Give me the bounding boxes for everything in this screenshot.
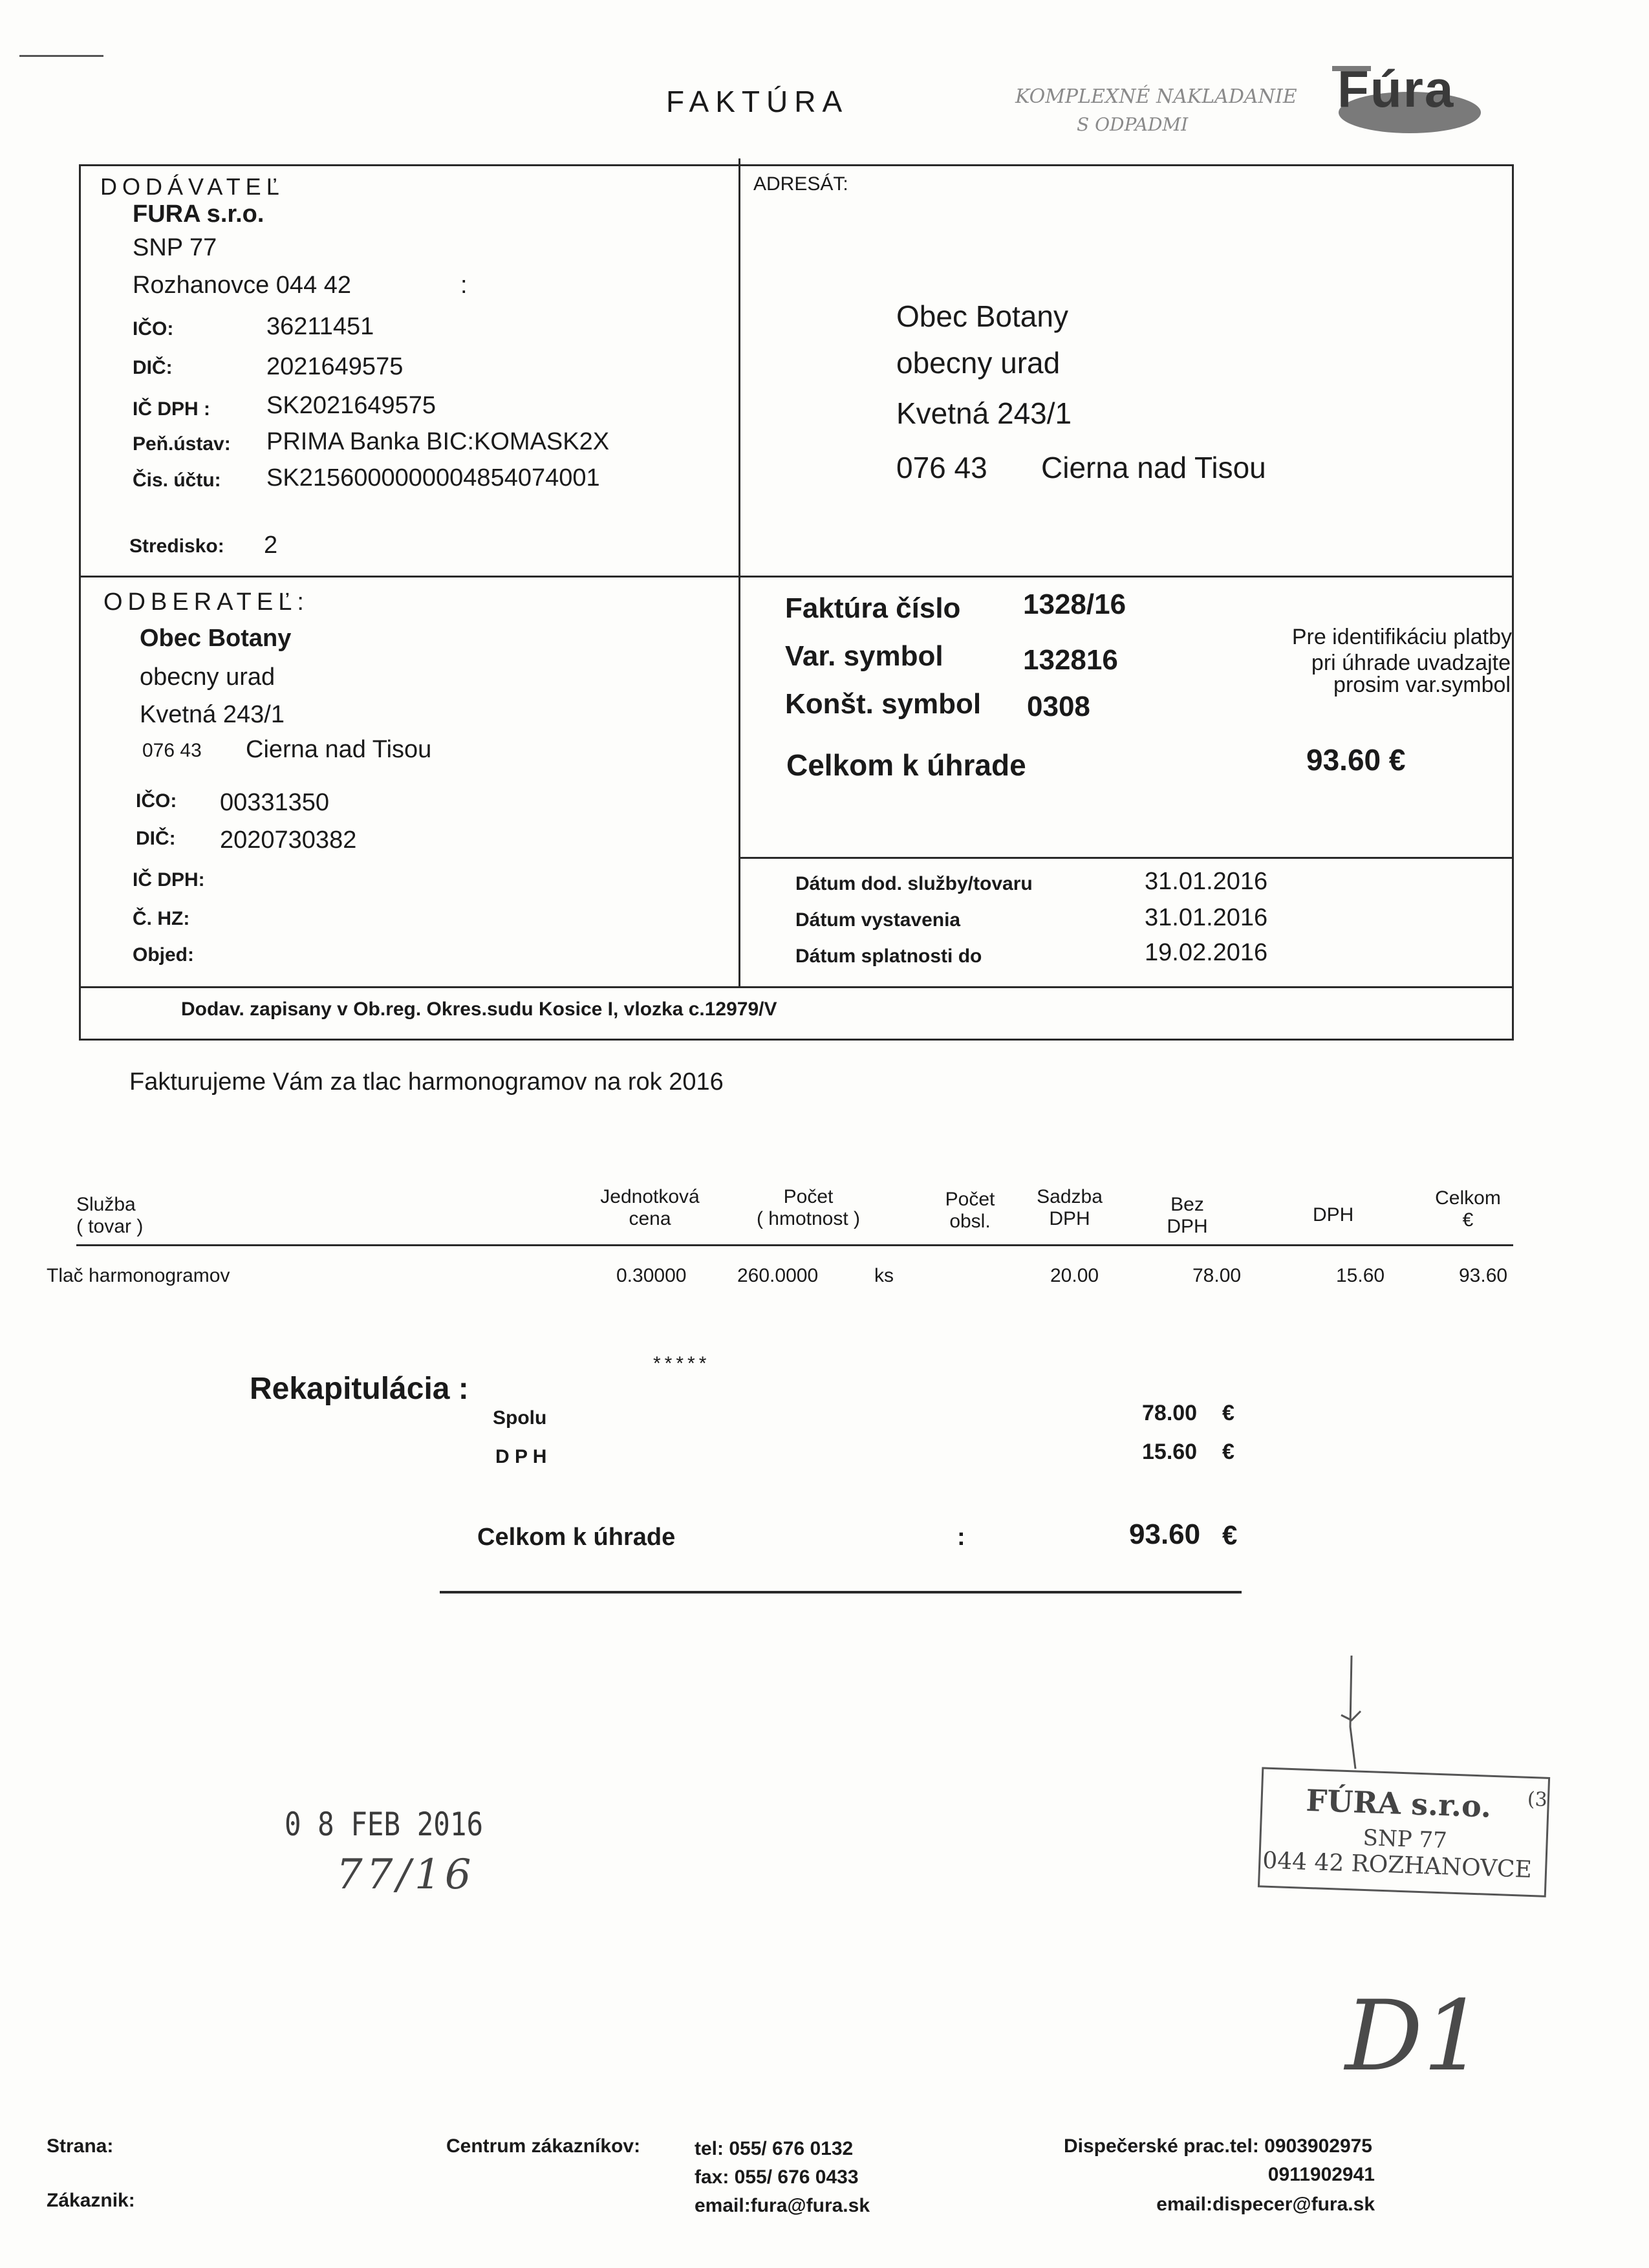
delivery-date: 31.01.2016 (1145, 868, 1268, 895)
stamp-name: FÚRA s.r.o. (1305, 1782, 1492, 1824)
footer-strana-label: Strana: (47, 2135, 114, 2157)
col-rate-header-line1: Sadzba (1037, 1186, 1103, 1207)
supplier-ico: 36211451 (266, 313, 374, 340)
col-total-header-line2: € (1462, 1209, 1474, 1231)
footer-center-label: Centrum zákazníkov: (446, 2135, 641, 2157)
col-obsl-header-line1: Počet (945, 1189, 995, 1210)
recap-dph-label: D P H (495, 1446, 547, 1467)
konst-symbol: 0308 (1027, 691, 1090, 722)
supplier-ico-label: IČO: (133, 318, 174, 340)
handwritten-arrow-icon (1332, 1656, 1371, 1772)
invoice-intro: Fakturujeme Vám za tlac harmonogramov na rok 2016 (129, 1068, 724, 1096)
supplier-name: FURA s.r.o. (133, 200, 264, 228)
supplier-dic-label: DIČ: (133, 357, 173, 378)
addressee-zip: 076 43 (896, 451, 987, 484)
customer-hz-label: Č. HZ: (133, 908, 190, 929)
recap-dph-currency: € (1222, 1440, 1234, 1464)
customer-dic-label: DIČ: (136, 828, 176, 849)
recap-total-label: Celkom k úhrade (477, 1524, 676, 1551)
header-total-label: Celkom k úhrade (786, 748, 1026, 782)
customer-zip: 076 43 (142, 740, 202, 761)
addressee-line3: Kvetná 243/1 (896, 396, 1072, 430)
recap-spolu-amount: 78.00 (1142, 1401, 1198, 1425)
footer-email: email:fura@fura.sk (695, 2195, 870, 2216)
row-rate: 20.00 (1050, 1265, 1099, 1286)
payment-note-line1: Pre identifikáciu platby (1291, 625, 1512, 649)
recap-total-underline (440, 1591, 1242, 1593)
recap-total-colon: : (957, 1524, 965, 1551)
box-right-border (1512, 164, 1514, 1041)
supplier-dic: 2021649575 (266, 353, 404, 380)
col-qty-header-line1: Počet (783, 1186, 834, 1207)
col-net-header (1148, 1194, 1226, 1238)
addressee-line2: obecny urad (896, 346, 1061, 380)
customer-icdph-label: IČ DPH: (133, 869, 205, 891)
col-total-header-line1: Celkom (1435, 1187, 1501, 1209)
row-total: 93.60 (1459, 1265, 1508, 1286)
payment-note-line2: pri úhrade uvadzajte (1311, 651, 1511, 675)
logo-slogan-line2: S ODPADMI (1077, 114, 1189, 135)
stredisko-value: 2 (264, 532, 278, 559)
row-service: Tlač harmonogramov (47, 1265, 230, 1286)
customer-line2: obecny urad (140, 664, 275, 691)
logo-text: Fúra (1337, 60, 1455, 118)
footer-tel: tel: 055/ 676 0132 (695, 2138, 854, 2159)
invoice-number: 1328/16 (1023, 589, 1126, 620)
customer-street: Kvetná 243/1 (140, 701, 285, 728)
box-middle-border (79, 576, 1513, 578)
col-net-header-line1: Bez (1170, 1194, 1204, 1215)
row-net: 78.00 (1192, 1265, 1242, 1286)
table-header-rule (76, 1244, 1513, 1246)
col-obsl-header (925, 1189, 1015, 1233)
customer-order-label: Objed: (133, 944, 194, 966)
customer-heading: ODBERATEĽ: (103, 589, 309, 616)
invoice-title: FAKTÚRA (666, 85, 849, 118)
col-service-header-line2: ( tovar ) (76, 1216, 144, 1237)
footer-fax: fax: 055/ 676 0433 (695, 2166, 859, 2188)
col-unit-price-header-line2: cena (629, 1208, 671, 1229)
col-unit-price-header-line1: Jednotková (600, 1186, 700, 1207)
row-vat: 15.60 (1336, 1265, 1385, 1286)
box-top-border (79, 164, 1513, 166)
registration-note: Dodav. zapisany v Ob.reg. Okres.sudu Kosice I, vlozka c.12979/V (181, 999, 777, 1020)
corner-dash (19, 55, 103, 57)
addressee-heading: ADRESÁT: (753, 173, 848, 195)
row-unit-price: 0.30000 (616, 1265, 687, 1286)
box-center-divider (738, 158, 740, 988)
stamp-city: 044 42 ROZHANOVCE (1262, 1847, 1533, 1884)
customer-name: Obec Botany (140, 625, 292, 652)
box-bottom-border (79, 1039, 1513, 1041)
supplier-heading: DODÁVATEĽ (100, 173, 285, 200)
var-symbol-label: Var. symbol (785, 640, 943, 672)
footer-dispatch-email: email:dispecer@fura.sk (1156, 2194, 1375, 2215)
supplier-colon: : (460, 272, 468, 299)
var-symbol: 132816 (1023, 644, 1118, 676)
supplier-city: Rozhanovce 044 42 (133, 272, 352, 299)
invoice-number-label: Faktúra číslo (785, 592, 961, 624)
col-service-header (76, 1194, 143, 1238)
customer-dic: 2020730382 (220, 826, 357, 854)
col-service-header-line1: Služba (76, 1194, 136, 1215)
recap-total-amount: 93.60 (1129, 1518, 1201, 1550)
supplier-icdph-label: IČ DPH : (133, 398, 210, 420)
customer-ico-label: IČO: (136, 790, 177, 812)
footer-dispatch-tel: Dispečerské prac.tel: 0903902975 (1063, 2135, 1372, 2157)
addressee-line1: Obec Botany (896, 299, 1068, 333)
box-dates-border (738, 857, 1513, 859)
delivery-date-label: Dátum dod. služby/tovaru (795, 873, 1033, 894)
col-unit-price-header (572, 1186, 727, 1230)
handwritten-initials: D1 (1345, 1980, 1485, 2093)
footer-dispatch-tel2: 0911902941 (1267, 2164, 1375, 2185)
customer-ico: 00331350 (220, 789, 330, 816)
stamp-street: SNP 77 (1362, 1824, 1448, 1854)
col-qty-header (744, 1186, 873, 1230)
col-net-header-line2: DPH (1167, 1216, 1208, 1237)
recap-total-currency: € (1222, 1520, 1238, 1550)
logo-slogan-line1: KOMPLEXNÉ NAKLADANIE (1015, 85, 1297, 108)
konst-symbol-label: Konšt. symbol (785, 688, 982, 720)
company-stamp (1258, 1767, 1546, 1898)
handwritten-number: 77/16 (336, 1851, 475, 1899)
col-obsl-header-line2: obsl. (949, 1211, 991, 1232)
issued-date-label: Dátum vystavenia (795, 909, 961, 931)
company-logo (1332, 59, 1481, 137)
addressee-city: Cierna nad Tisou (1041, 451, 1266, 484)
box-reg-border (79, 986, 1513, 988)
footer-zakaznik-label: Zákaznik: (47, 2190, 135, 2211)
box-left-border (79, 164, 81, 1041)
payment-note-line3: prosim var.symbol (1333, 673, 1511, 697)
supplier-street: SNP 77 (133, 234, 217, 261)
row-qty: 260.0000 (737, 1265, 819, 1286)
due-date: 19.02.2016 (1145, 939, 1268, 966)
col-rate-header (1024, 1186, 1115, 1230)
supplier-account: SK2156000000004854074001 (266, 464, 600, 491)
customer-city: Cierna nad Tisou (246, 736, 432, 763)
col-qty-header-line2: ( hmotnost ) (756, 1208, 861, 1229)
header-total-amount: 93.60 € (1306, 743, 1406, 777)
stamp-num: (3 (1527, 1787, 1548, 1811)
recap-spolu-currency: € (1222, 1401, 1234, 1425)
stredisko-label: Stredisko: (129, 535, 224, 557)
recap-spolu-label: Spolu (493, 1407, 547, 1429)
col-rate-header-line2: DPH (1049, 1208, 1090, 1229)
col-vat-header: DPH (1313, 1204, 1354, 1226)
supplier-bank-label: Peň.ústav: (133, 433, 231, 455)
due-date-label: Dátum splatnosti do (795, 945, 982, 967)
supplier-bank: PRIMA Banka BIC:KOMASK2X (266, 428, 610, 455)
recap-dph-amount: 15.60 (1142, 1440, 1198, 1464)
col-total-header (1423, 1187, 1513, 1231)
supplier-account-label: Čis. účtu: (133, 470, 221, 491)
supplier-icdph: SK2021649575 (266, 392, 436, 419)
recap-stars: ***** (653, 1353, 711, 1374)
row-unit: ks (874, 1265, 894, 1286)
issued-date: 31.01.2016 (1145, 904, 1268, 931)
received-date-stamp: 0 8 FEB 2016 (285, 1806, 484, 1843)
recap-title: Rekapitulácia : (250, 1372, 469, 1406)
